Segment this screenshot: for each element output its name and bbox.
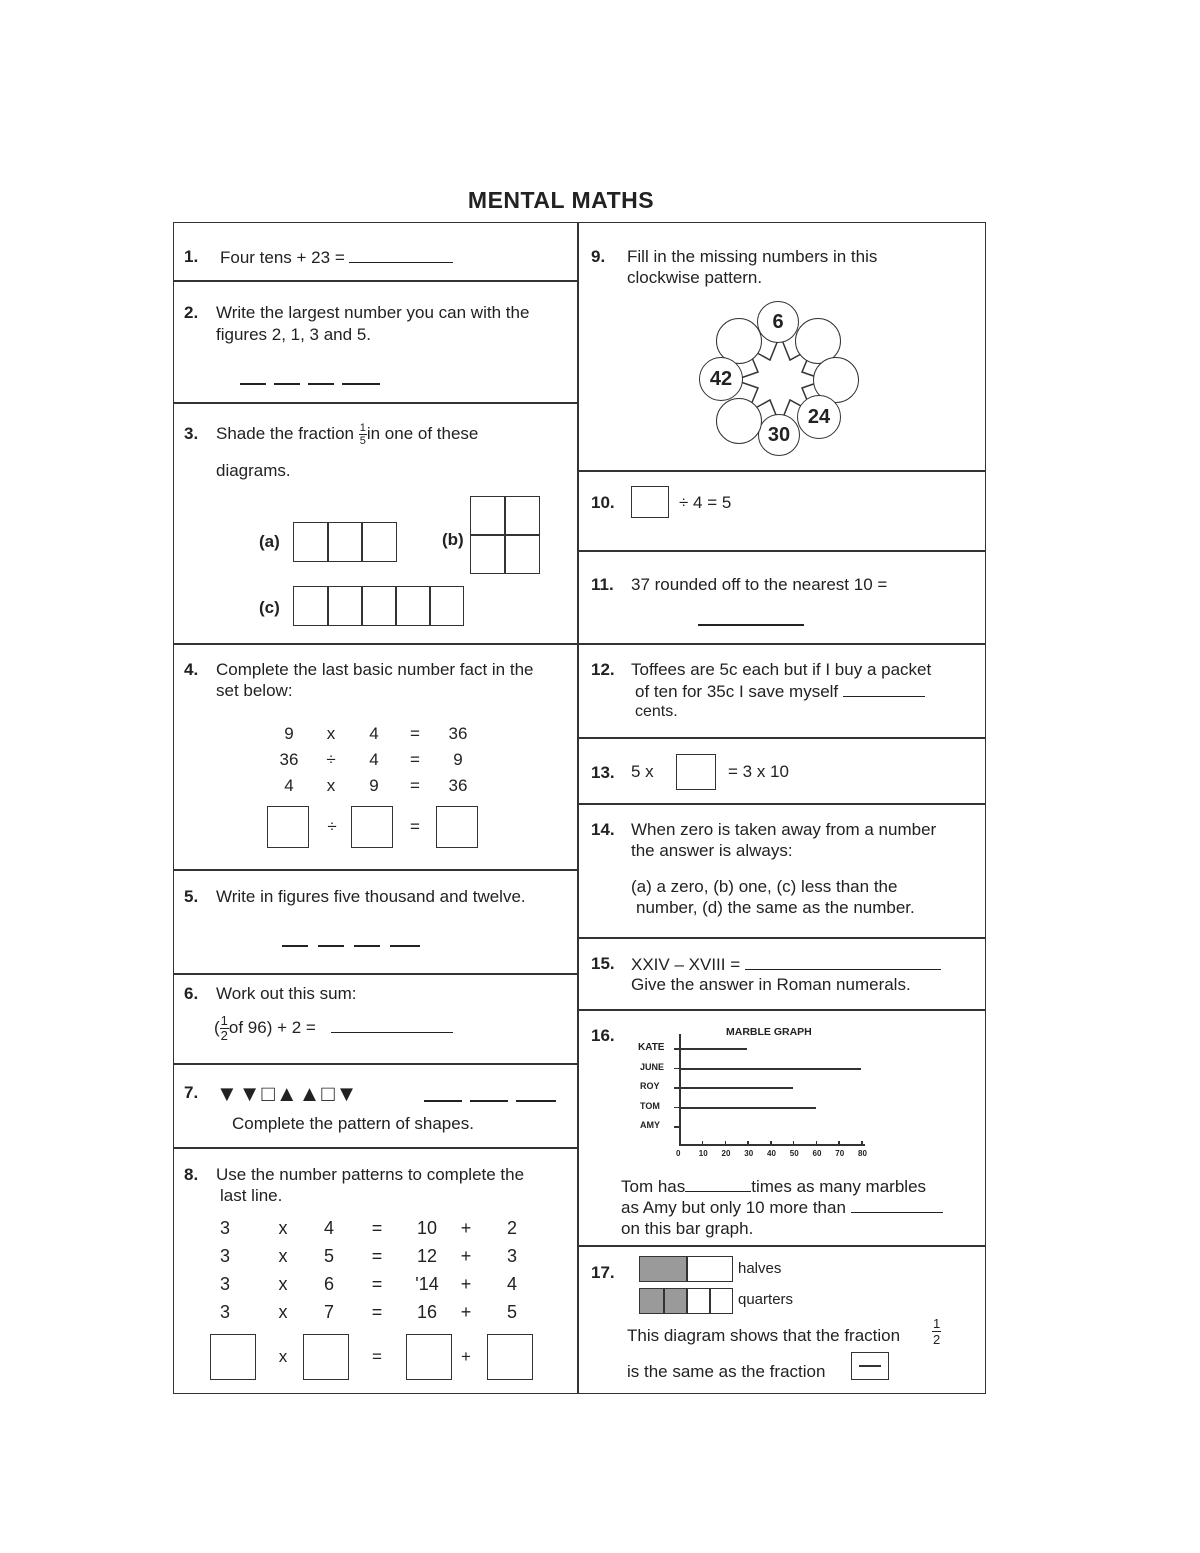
pattern-cell: + (460, 1274, 472, 1294)
answer-box[interactable] (210, 1334, 256, 1380)
pattern-cell: 3 (219, 1274, 230, 1294)
pattern-cell: 3 (506, 1246, 517, 1266)
question-number: 4. (184, 660, 199, 679)
question-text: cents. (635, 703, 678, 720)
pattern-cell: 3 (219, 1246, 230, 1266)
question-12-line2 (635, 680, 925, 702)
answer-box[interactable] (406, 1334, 452, 1380)
bar (679, 1087, 793, 1089)
question-6-sum (214, 1008, 453, 1048)
question-text: Shade the fraction (216, 424, 354, 443)
answer-box[interactable] (676, 754, 716, 790)
operator: = (372, 1347, 382, 1366)
pattern-cell: 3 (219, 1218, 230, 1238)
digit-blank[interactable] (240, 383, 266, 385)
fact-cell: 9 (453, 750, 463, 769)
divider (578, 737, 986, 739)
question-text: of 96) + 2 = (228, 1018, 316, 1037)
question-text: Complete the pattern of shapes. (232, 1114, 474, 1133)
divider (173, 1063, 578, 1065)
option-text[interactable]: number, (d) the same as the number. (636, 898, 915, 917)
pattern-cell: + (460, 1246, 472, 1266)
option-label: (b) (442, 530, 464, 549)
digit-blank[interactable] (342, 383, 380, 385)
digit-blank[interactable] (390, 945, 420, 947)
answer-blank[interactable] (745, 953, 941, 970)
question-text: 5 x (631, 762, 654, 781)
quarters-bar (639, 1288, 733, 1314)
denominator: 5 (359, 435, 366, 448)
category-label: TOM (640, 1100, 660, 1111)
question-text: = 3 x 10 (728, 762, 789, 781)
question-text: diagrams. (216, 461, 291, 480)
column-divider (577, 222, 579, 1394)
x-axis (679, 1144, 865, 1146)
question-text: last line. (220, 1186, 283, 1205)
question-text: Tom has (621, 1177, 686, 1196)
x-tick-label: 0 (676, 1149, 681, 1158)
page-title: MENTAL MATHS (467, 187, 655, 213)
divider (173, 280, 578, 282)
question-number: 8. (184, 1165, 199, 1184)
digit-blank[interactable] (354, 945, 380, 947)
bar (679, 1048, 747, 1050)
question-text: set below: (216, 681, 293, 700)
pattern-cell: 12 (416, 1246, 438, 1266)
diagram-c[interactable] (293, 586, 464, 626)
bar (679, 1068, 861, 1070)
digit-blank[interactable] (282, 945, 308, 947)
denominator: 2 (220, 1028, 228, 1044)
question-number: 9. (591, 247, 606, 266)
question-text: in one of these (366, 424, 479, 443)
divider (578, 643, 986, 645)
y-tick (674, 1126, 679, 1128)
fact-cell: 4 (284, 776, 294, 795)
question-number: 11. (591, 575, 614, 594)
x-tick-label: 80 (858, 1149, 867, 1158)
pattern-cell: = (371, 1246, 383, 1266)
question-text: of ten for 35c I save myself (635, 682, 839, 701)
pattern-circle-24: 24 (797, 395, 841, 439)
halves-bar (639, 1256, 733, 1282)
question-15-line1 (631, 953, 941, 975)
question-text: the answer is always: (631, 841, 793, 860)
numerator: 1 (933, 1316, 941, 1331)
digit-blank[interactable] (318, 945, 344, 947)
question-number: 17. (591, 1263, 615, 1282)
pattern-cell: 4 (506, 1274, 517, 1294)
fraction-answer-box[interactable] (851, 1352, 889, 1380)
x-tick (725, 1141, 727, 1146)
divider (173, 643, 578, 645)
fact-cell: ÷ (326, 750, 336, 769)
fact-cell: 36 (279, 750, 299, 769)
fraction (932, 1316, 941, 1347)
divider (578, 550, 986, 552)
question-text: Fill in the missing numbers in this (627, 247, 878, 266)
pattern-cell: = (371, 1274, 383, 1294)
numerator: 1 (220, 1013, 228, 1029)
question-text (216, 418, 478, 450)
question-number: 14. (591, 820, 615, 839)
fraction (220, 1014, 229, 1043)
divider (578, 1009, 986, 1011)
question-text: times as many marbles (751, 1177, 927, 1196)
x-tick (816, 1141, 818, 1146)
operator: x (278, 1347, 288, 1366)
x-tick-label: 60 (812, 1149, 822, 1158)
pattern-cell: 16 (416, 1302, 438, 1322)
shape-pattern: ▼▼□▲▲□▼ (216, 1081, 359, 1106)
x-tick (770, 1141, 772, 1146)
answer-blank[interactable] (331, 1016, 453, 1033)
x-tick (747, 1141, 749, 1146)
answer-blank[interactable] (685, 1175, 751, 1192)
pattern-cell: 5 (323, 1246, 334, 1266)
answer-box[interactable] (267, 806, 309, 848)
question-text: Toffees are 5c each but if I buy a packet (631, 660, 932, 679)
fact-cell: 36 (448, 776, 468, 795)
x-tick (679, 1141, 681, 1146)
pattern-cell: 10 (416, 1218, 438, 1238)
pattern-cell: + (460, 1218, 472, 1238)
quarters-label: quarters (738, 1291, 794, 1308)
pattern-circle-30: 30 (758, 414, 800, 456)
category-label: AMY (640, 1120, 660, 1130)
question-text: When zero is taken away from a number (631, 820, 937, 839)
fact-cell: x (326, 724, 336, 743)
question-number: 12. (591, 660, 615, 679)
answer-blank[interactable] (851, 1196, 943, 1213)
divider (578, 470, 986, 472)
operator: + (461, 1347, 471, 1366)
pattern-cell: 5 (506, 1302, 517, 1322)
option-label: (c) (259, 598, 280, 617)
pattern-cell: x (278, 1218, 288, 1238)
question-text: ÷ 4 = 5 (679, 493, 732, 512)
divider (578, 937, 986, 939)
x-tick (702, 1141, 704, 1146)
question-text: clockwise pattern. (627, 268, 763, 287)
pattern-cell: = (371, 1218, 383, 1238)
answer-box[interactable] (631, 486, 669, 518)
question-number: 2. (184, 303, 199, 322)
pattern-circle-42: 42 (699, 357, 743, 401)
option-label: (a) (259, 532, 280, 551)
digit-blank[interactable] (308, 383, 334, 385)
fact-cell: 4 (369, 750, 379, 769)
question-text: Complete the last basic number fact in the (216, 660, 534, 679)
divider (173, 869, 578, 871)
x-tick-label: 20 (721, 1149, 731, 1158)
category-label: KATE (638, 1042, 665, 1053)
question-text: is the same as the fraction (627, 1362, 826, 1381)
x-tick (793, 1141, 795, 1146)
x-tick-label: 10 (698, 1149, 708, 1158)
question-text: This diagram shows that the fraction (627, 1326, 901, 1345)
answer-box[interactable] (436, 806, 478, 848)
answer-box[interactable] (351, 806, 393, 848)
question-text: figures 2, 1, 3 and 5. (216, 325, 371, 344)
question-number: 1. (184, 247, 199, 266)
question-number: 7. (184, 1083, 199, 1102)
fact-cell: = (410, 750, 420, 769)
question-number: 15. (591, 954, 615, 973)
divider (173, 1147, 578, 1149)
divider (173, 402, 578, 404)
fact-cell: = (410, 724, 420, 743)
diagram-b[interactable] (470, 496, 540, 574)
paren: ( (214, 1018, 220, 1037)
pattern-cell: x (278, 1274, 288, 1294)
question-number: 10. (591, 493, 615, 512)
category-label: JUNE (640, 1061, 665, 1072)
fact-cell: 9 (369, 776, 379, 795)
denominator: 2 (933, 1332, 941, 1347)
fact-cell: x (326, 776, 336, 795)
question-text: Give the answer in Roman numerals. (631, 975, 911, 994)
pattern-cell: x (278, 1302, 288, 1322)
pattern-circle-6: 6 (757, 301, 799, 343)
category-label: ROY (640, 1081, 660, 1091)
question-1 (220, 246, 453, 268)
question-number: 16. (591, 1026, 615, 1045)
question-16-line2 (621, 1196, 943, 1218)
digit-blank[interactable] (274, 383, 300, 385)
x-tick-label: 40 (767, 1149, 776, 1158)
divider (578, 803, 986, 805)
pattern-cell: 3 (219, 1302, 230, 1322)
answer-box[interactable] (303, 1334, 349, 1380)
operator: ÷ (327, 817, 337, 836)
fact-cell: 9 (284, 724, 294, 743)
question-text: Use the number patterns to complete the (216, 1165, 525, 1184)
x-tick-label: 30 (744, 1149, 754, 1158)
question-number: 3. (184, 424, 199, 443)
x-tick-label: 50 (789, 1149, 799, 1158)
fact-cell: 36 (448, 724, 468, 743)
pattern-cell: 7 (323, 1302, 334, 1322)
question-text: on this bar graph. (621, 1219, 754, 1238)
pattern-cell: '14 (415, 1274, 439, 1294)
answer-blank[interactable] (698, 624, 804, 626)
pattern-cell: x (278, 1246, 288, 1266)
answer-blank[interactable] (470, 1100, 508, 1102)
question-number: 5. (184, 887, 199, 906)
answer-box[interactable] (487, 1334, 533, 1380)
question-text: 37 rounded off to the nearest 10 = (631, 575, 888, 594)
x-tick (861, 1141, 863, 1146)
question-text: Work out this sum: (216, 984, 357, 1003)
pattern-cell: 6 (323, 1274, 334, 1294)
question-number: 6. (184, 984, 199, 1003)
question-text: as Amy but only 10 more than (621, 1198, 846, 1217)
answer-blank[interactable] (349, 246, 453, 263)
answer-blank[interactable] (424, 1100, 462, 1102)
divider (578, 1245, 986, 1247)
halves-label: halves (738, 1260, 782, 1277)
divider (173, 973, 578, 975)
question-text: Write in figures five thousand and twelve. (216, 887, 526, 906)
chart-title: MARBLE GRAPH (726, 1026, 812, 1038)
question-text: Write the largest number you can with the (216, 303, 530, 322)
question-text: Four tens + 23 = (220, 248, 345, 267)
question-number: 13. (591, 763, 615, 782)
answer-blank[interactable] (516, 1100, 556, 1102)
numerator: 1 (359, 422, 366, 435)
x-tick-label: 70 (835, 1149, 845, 1158)
answer-blank[interactable] (843, 680, 925, 697)
pattern-cell: = (371, 1302, 383, 1322)
fraction (359, 422, 367, 447)
x-tick (838, 1141, 840, 1146)
question-text: XXIV – XVIII = (631, 955, 741, 974)
fact-cell: = (410, 776, 420, 795)
bar (679, 1107, 816, 1109)
pattern-cell: + (460, 1302, 472, 1322)
diagram-a[interactable] (293, 522, 397, 562)
pattern-cell: 4 (323, 1218, 334, 1238)
pattern-circle[interactable] (716, 398, 762, 444)
question-16-line1 (621, 1175, 926, 1197)
fact-cell: 4 (369, 724, 379, 743)
operator: = (410, 817, 420, 836)
y-axis (679, 1034, 681, 1144)
option-text[interactable]: (a) a zero, (b) one, (c) less than the (631, 877, 898, 896)
pattern-cell: 2 (506, 1218, 517, 1238)
